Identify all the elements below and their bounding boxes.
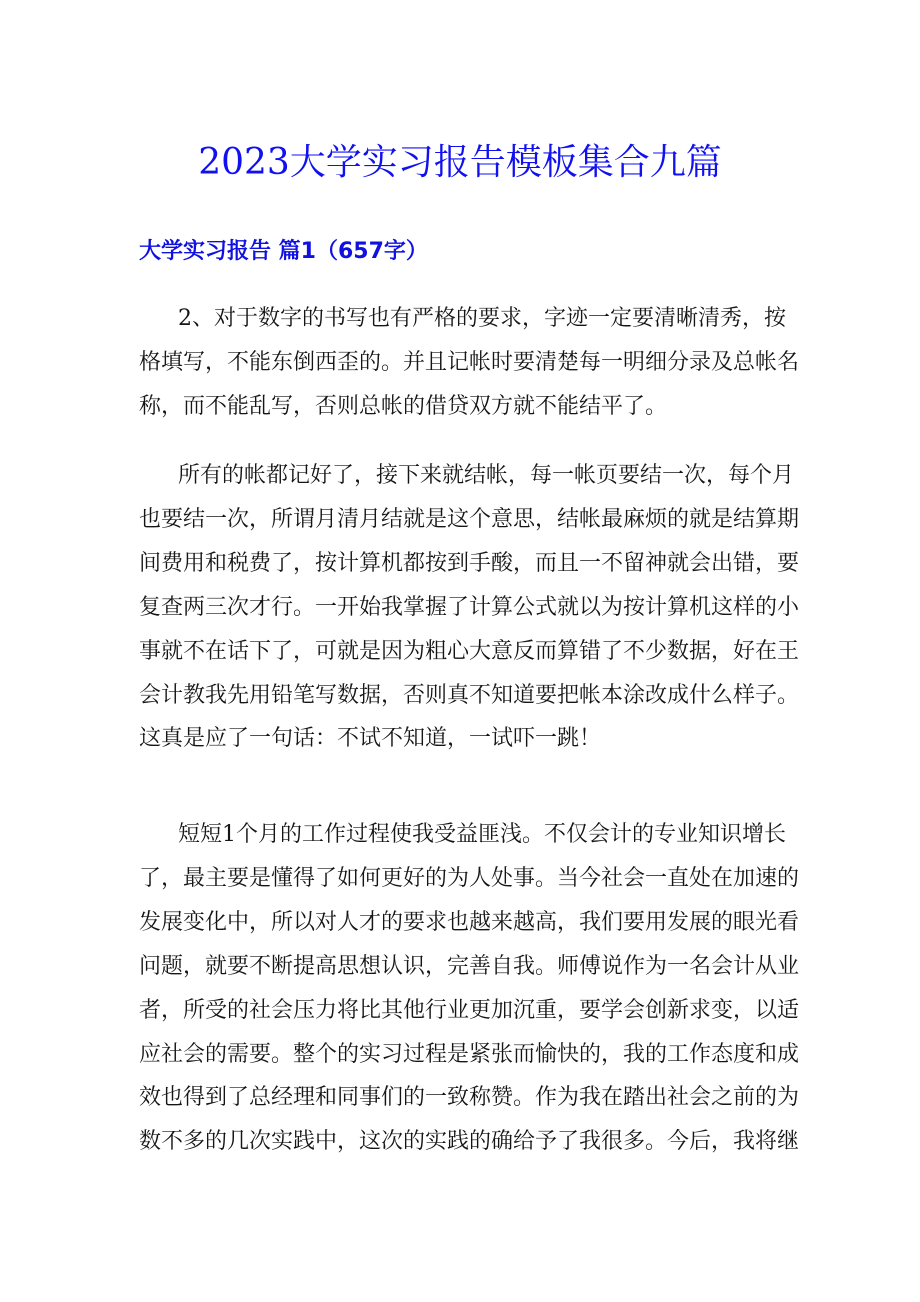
document-title: 2023大学实习报告模板集合九篇 [198,142,722,183]
paragraph-2-line: 这真是应了一句话：不试不知道，一试吓一跳！ [139,726,602,752]
paragraph-3-line: 者，所受的社会压力将比其他行业更加沉重，要学会创新求变，以适 [139,997,800,1023]
paragraph-1-line: 称，而不能乱写，否则总帐的借贷双方就不能结平了。 [139,393,668,419]
paragraph-2-line: 所有的帐都记好了，接下来就结帐，每一帐页要结一次，每个月 [178,463,795,488]
paragraph-2-line: 会计教我先用铅笔写数据，否则真不知道要把帐本涂改成什么样子。 [139,682,800,708]
paragraph-2-line: 事就不在话下了，可就是因为粗心大意反而算错了不少数据，好在王 [139,638,800,664]
paragraph-3-line: 问题，就要不断提高思想认识，完善自我。师傅说作为一名会计从业 [139,953,800,979]
paragraph-1-line: 格填写，不能东倒西歪的。并且记帐时要清楚每一明细分录及总帐名 [139,349,800,375]
section-heading: 大学实习报告 篇1（657字） [139,239,428,264]
paragraph-3-line: 应社会的需要。整个的实习过程是紧张而愉快的，我的工作态度和成 [139,1041,800,1067]
paragraph-3-line: 数不多的几次实践中，这次的实践的确给予了我很多。今后，我将继 [139,1129,800,1155]
paragraph-3-line: 短短1个月的工作过程使我受益匪浅。不仅会计的专业知识增长 [178,822,786,847]
paragraph-3-line: 了，最主要是懂得了如何更好的为人处事。当今社会一直处在加速的 [139,865,800,891]
paragraph-1-line: 2、对于数字的书写也有严格的要求，字迹一定要清晰清秀，按 [178,306,786,331]
paragraph-2-line: 间费用和税费了，按计算机都按到手酸，而且一不留神就会出错，要 [139,550,800,576]
paragraph-2-line: 复查两三次才行。一开始我掌握了计算公式就以为按计算机这样的小 [139,594,800,620]
paragraph-2-line: 也要结一次，所谓月清月结就是这个意思，结帐最麻烦的就是结算期 [139,506,800,532]
paragraph-3-line: 发展变化中，所以对人才的要求也越来越高，我们要用发展的眼光看 [139,909,800,935]
paragraph-3-line: 效也得到了总经理和同事们的一致称赞。作为我在踏出社会之前的为 [139,1085,800,1111]
